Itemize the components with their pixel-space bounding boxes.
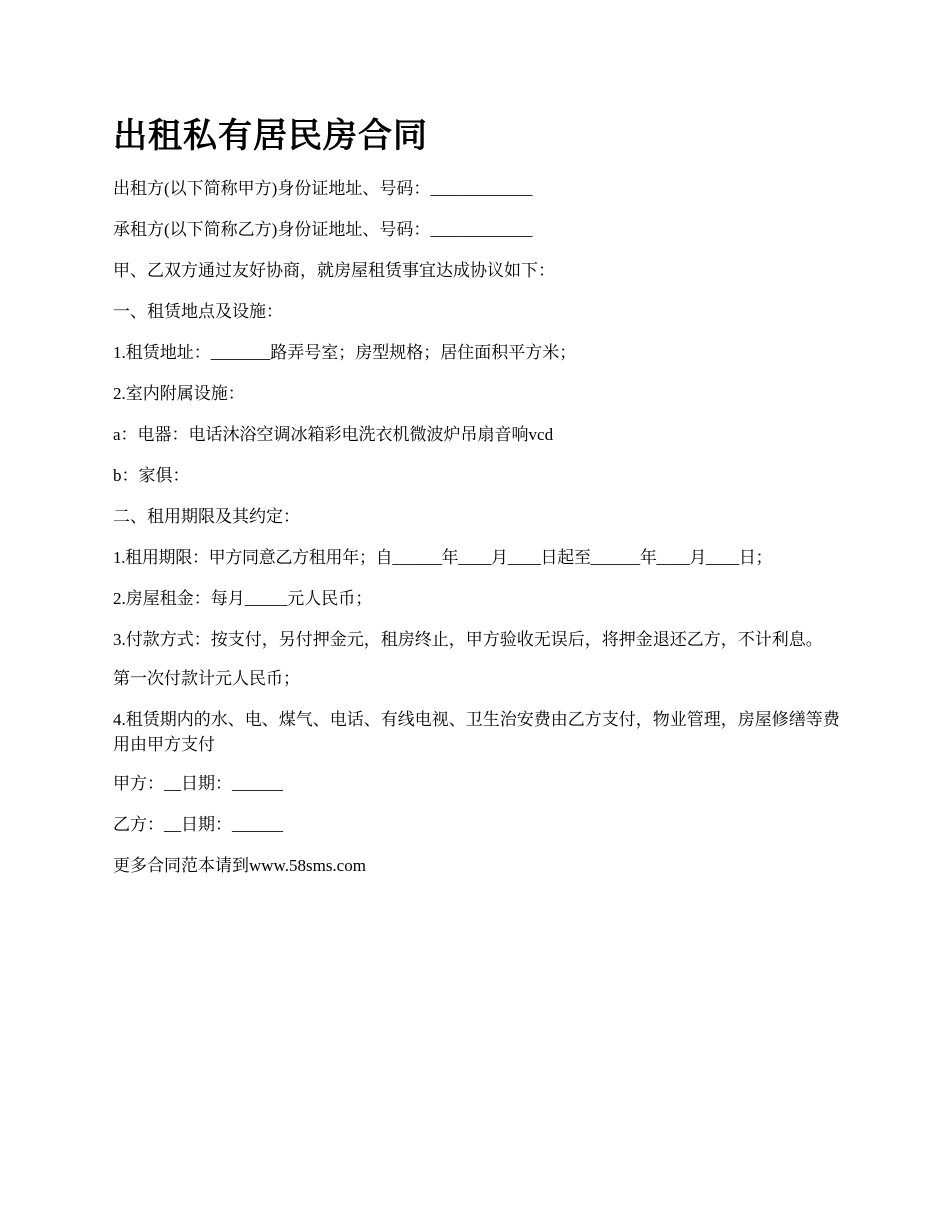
paragraph-furniture: b：家俱： — [113, 466, 190, 485]
paragraph-rental-term: 1.租用期限：甲方同意乙方租用年；自______年____月____日起至______年____月____日； — [113, 548, 773, 567]
paragraph-agreement-intro: 甲、乙双方通过友好协商，就房屋租赁事宜达成协议如下： — [113, 261, 555, 280]
paragraph-rent: 2.房屋租金：每月_____元人民币； — [113, 589, 373, 608]
signature-party-a: 甲方：__日期：______ — [113, 774, 283, 793]
paragraph-lessor-id: 出租方(以下简称甲方)身份证地址、号码：____________ — [113, 179, 533, 198]
footer-more-templates: 更多合同范本请到www.58sms.com — [113, 856, 366, 875]
paragraph-lessee-id: 承租方(以下简称乙方)身份证地址、号码：____________ — [113, 220, 533, 239]
paragraph-rental-address: 1.租赁地址：_______路弄号室；房型规格；居住面积平方米； — [113, 343, 577, 362]
paragraph-first-payment: 第一次付款计元人民币； — [113, 669, 300, 688]
paragraph-payment-method: 3.付款方式：按支付，另付押金元，租房终止，甲方验收无误后，将押金退还乙方，不计利息。 — [113, 630, 823, 649]
document-body — [113, 176, 843, 894]
paragraph-facilities: 2.室内附属设施： — [113, 384, 245, 403]
signature-party-b: 乙方：__日期：______ — [113, 815, 283, 834]
section-heading-location: 一、租赁地点及设施： — [113, 302, 283, 321]
document-title: 出租私有居民房合同 — [113, 116, 428, 156]
paragraph-expenses: 4.租赁期内的水、电、煤气、电话、有线电视、卫生治安费由乙方支付，物业管理，房屋修缮等费用由甲方支付 — [113, 710, 840, 754]
paragraph-appliances: a：电器：电话沐浴空调冰箱彩电洗衣机微波炉吊扇音响vcd — [113, 425, 554, 444]
section-heading-term: 二、租用期限及其约定： — [113, 507, 300, 526]
